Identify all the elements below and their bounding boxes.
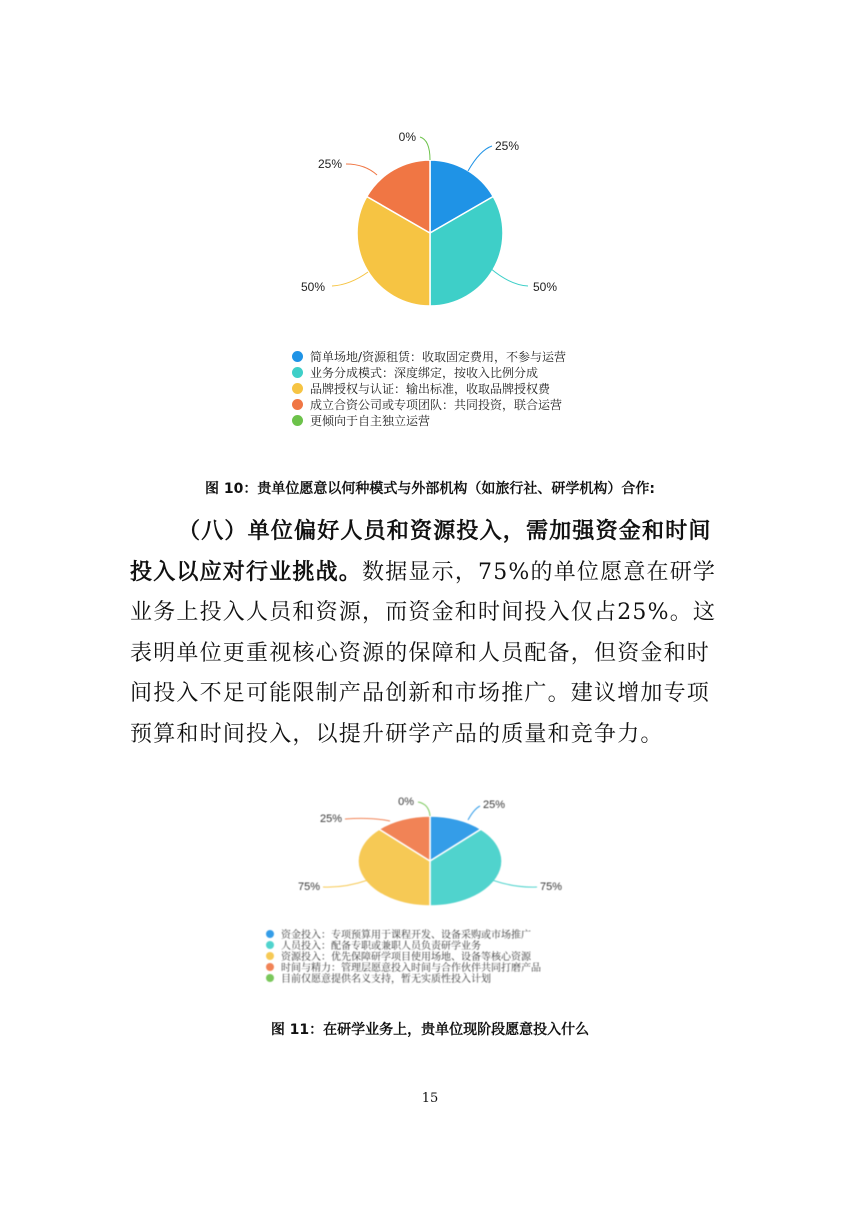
data-label: 25% — [317, 157, 342, 171]
paragraph-text: 数据显示，75%的单位愿意在研学业务上投入人员和资源，而资金和时间投入仅占25%。这表明单位更重视核心资源的保障和人员配备，但资金和时间投入不足可能限制产品创新和市场推广。建议增加专项预算和时间投入，以提升研学产品的质量和竞争力。 — [130, 559, 717, 747]
legend-label: 时间与精力：管理层愿意投入时间与合作伙伴共同打磨产品 — [281, 963, 541, 974]
legend-swatch-icon — [292, 383, 303, 394]
legend-swatch-icon — [266, 952, 274, 960]
data-label: 50% — [300, 280, 325, 294]
legend-label: 资金投入：专项预算用于课程开发、设备采购或市场推广 — [281, 930, 531, 941]
leader-line — [323, 880, 368, 887]
legend-item — [292, 412, 566, 428]
leader-line — [420, 137, 430, 160]
legend-item — [292, 380, 566, 396]
data-label: 75% — [297, 881, 320, 893]
figure-11-legend — [266, 928, 541, 983]
figure-11-pie-chart — [290, 795, 580, 915]
data-label: 25% — [495, 139, 520, 153]
leader-line — [345, 818, 390, 821]
legend-swatch-icon — [266, 930, 274, 938]
data-label: 75% — [540, 881, 563, 893]
legend-swatch-icon — [266, 974, 274, 982]
legend-swatch-icon — [292, 367, 303, 378]
legend-label: 成立合资公司或专项团队：共同投资，联合运营 — [310, 397, 563, 412]
paragraph-heading: （八）单位偏好人员和资源投入，需加强资金和时间投入以应对行业挑战。 — [130, 519, 712, 585]
page-number: 15 — [421, 1091, 439, 1106]
leader-line — [492, 880, 537, 887]
data-label: 50% — [533, 280, 558, 294]
leader-line — [490, 268, 528, 286]
legend-label: 目前仅愿意提供名义支持，暂无实质性投入计划 — [281, 974, 491, 985]
legend-swatch-icon — [266, 941, 274, 949]
legend-swatch-icon — [266, 963, 274, 971]
legend-swatch-icon — [292, 399, 303, 410]
figure-10-legend — [292, 348, 566, 428]
legend-label: 简单场地/资源租赁：收取固定费用，不参与运营 — [310, 349, 567, 364]
legend-label: 品牌授权与认证：输出标准，收取品牌授权费 — [310, 381, 551, 396]
figure-10-pie-chart — [280, 120, 580, 340]
leader-line — [468, 806, 480, 820]
leader-line — [418, 802, 430, 816]
data-label: 25% — [319, 813, 342, 825]
legend-label: 资源投入：优先保障研学项目使用场地、设备等核心资源 — [281, 952, 531, 963]
data-label: 25% — [483, 799, 506, 811]
data-label: 0% — [398, 130, 416, 144]
legend-item — [292, 348, 566, 364]
legend-label: 业务分成模式：深度绑定，按收入比例分成 — [310, 365, 539, 380]
leader-line — [346, 164, 377, 175]
legend-swatch-icon — [292, 351, 303, 362]
figure-11-caption: 图 11：在研学业务上，贵单位现阶段愿意投入什么 — [270, 1022, 590, 1038]
leader-line — [468, 146, 492, 171]
legend-label: 人员投入：配备专职或兼职人员负责研学业务 — [281, 941, 481, 952]
legend-swatch-icon — [292, 415, 303, 426]
legend-item — [292, 364, 566, 380]
legend-label: 更倾向于自主独立运营 — [310, 413, 431, 428]
data-label: 0% — [398, 796, 414, 808]
legend-item — [292, 396, 566, 412]
body-paragraph — [130, 512, 730, 755]
figure-10-caption: 图 10：贵单位愿意以何种模式与外部机构（如旅行社、研学机构）合作: — [205, 481, 655, 497]
leader-line — [332, 272, 368, 286]
